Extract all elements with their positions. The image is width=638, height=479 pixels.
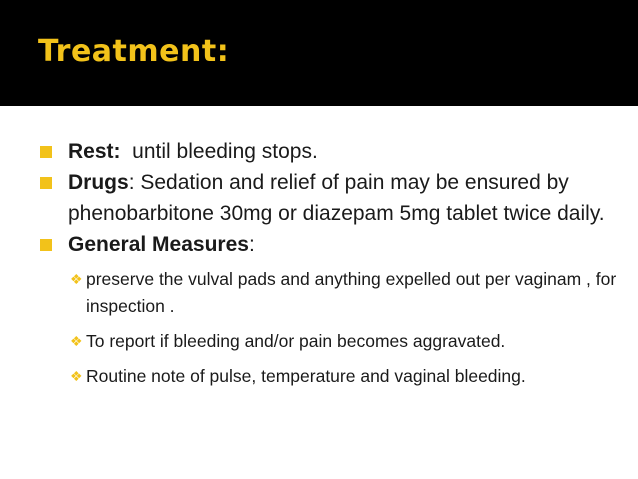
bullet-text: until bleeding stops. (120, 140, 318, 163)
bullet-rest (38, 136, 628, 167)
sub-bullet-item (70, 266, 628, 320)
sub-bullet-item (70, 363, 628, 390)
bullet-drugs (38, 167, 628, 229)
slide-title: Treatment: (38, 34, 230, 69)
bullet-lead: Drugs (68, 171, 129, 194)
bullet-text: : Sedation and relief of pain may be ensured by phenobarbitone 30mg or diazepam 5mg tablet twice daily. (68, 171, 605, 225)
sub-bullet-text: To report if bleeding and/or pain becomes aggravated. (86, 331, 506, 351)
sub-bullet-text: Routine note of pulse, temperature and vaginal bleeding. (86, 366, 526, 386)
sub-bullet-text: preserve the vulval pads and anything expelled out per vaginam , for inspection . (86, 269, 617, 316)
square-bullet-icon (40, 177, 52, 189)
diamond-bullet-icon: ❖ (70, 368, 83, 384)
slide-content (38, 136, 628, 398)
sub-bullet-list (38, 266, 628, 390)
title-bar (0, 0, 638, 106)
bullet-general-measures (38, 229, 628, 260)
square-bullet-icon (40, 146, 52, 158)
bullet-text: : (248, 233, 255, 256)
bullet-lead: General Measures (68, 233, 249, 256)
square-bullet-icon (40, 239, 52, 251)
diamond-bullet-icon: ❖ (70, 271, 83, 287)
diamond-bullet-icon: ❖ (70, 333, 83, 349)
sub-bullet-item (70, 328, 628, 355)
bullet-lead: Rest: (68, 140, 121, 163)
